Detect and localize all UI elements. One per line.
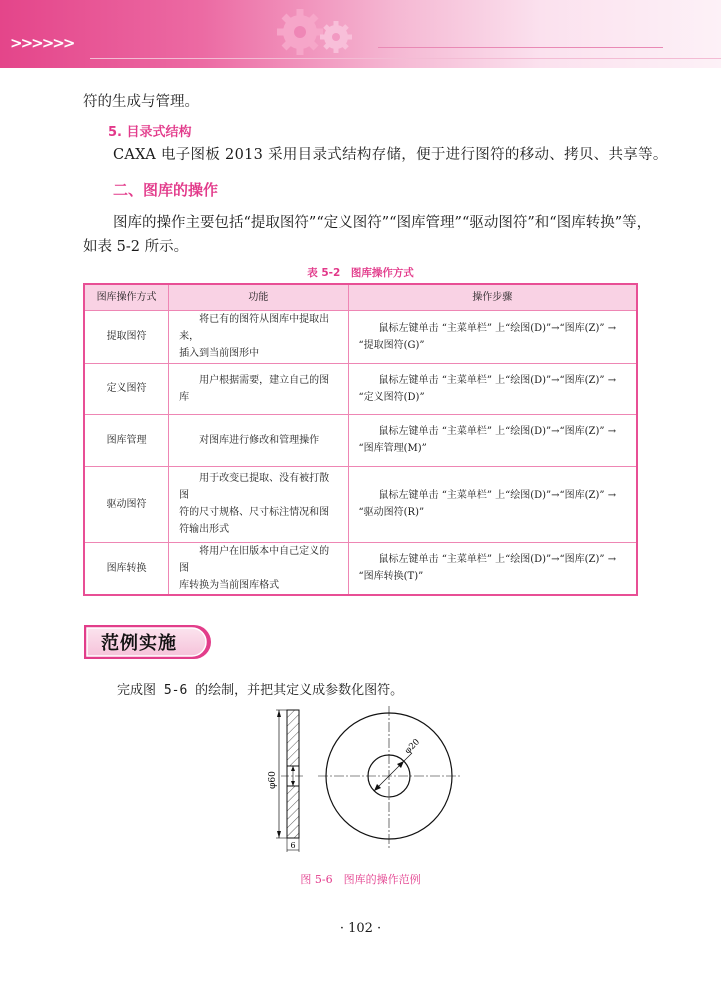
operation-function: 用户根据需要，建立自己的图库 xyxy=(169,363,348,414)
intro-line-1: 图库的操作主要包括“提取图符”“定义图符”“图库管理”“驱动图符”和“图库转换”等， xyxy=(113,215,652,231)
page-header-banner xyxy=(0,0,721,68)
column-header: 功能 xyxy=(169,284,348,310)
column-header: 图库操作方式 xyxy=(84,284,169,310)
operation-steps: 鼠标左键单击 “主菜单栏” 上“绘图(D)”→“图库(Z)” → “图库转换(T)” xyxy=(348,542,637,595)
paragraph-5: CAXA 电子图板 2013 采用目录式结构存储，便于进行图符的移动、拷贝、共享等。 xyxy=(113,147,668,163)
table-row xyxy=(84,310,637,363)
operation-function: 将用户在旧版本中自己定义的图 库转换为当前图库格式 xyxy=(169,542,348,595)
operation-function: 对图库进行修改和管理操作 xyxy=(169,414,348,466)
table-row xyxy=(84,363,637,414)
operation-name: 定义图符 xyxy=(84,363,169,414)
operation-steps: 鼠标左键单击 “主菜单栏” 上“绘图(D)”→“图库(Z)” → “图库管理(M)” xyxy=(348,414,637,466)
dim-thickness-label: 6 xyxy=(290,841,296,850)
front-view xyxy=(318,706,460,848)
operation-steps: 鼠标左键单击 “主菜单栏” 上“绘图(D)”→“图库(Z)” → “驱动图符(R)” xyxy=(348,466,637,542)
table-caption: 表 5-2 图库操作方式 xyxy=(307,267,414,279)
dim-inner-label: φ20 xyxy=(403,737,422,757)
operation-function: 用于改变已提取、没有被打散图 符的尺寸规格、尺寸标注情况和图 符输出形式 xyxy=(169,466,348,542)
operation-name: 驱动图符 xyxy=(84,466,169,542)
header-rule xyxy=(90,58,721,59)
table-header-row xyxy=(84,284,637,310)
intro-line-2: 如表 5-2 所示。 xyxy=(83,239,189,255)
operation-steps: 鼠标左键单击 “主菜单栏” 上“绘图(D)”→“图库(Z)” → “定义图符(D)” xyxy=(348,363,637,414)
operations-table xyxy=(83,283,638,596)
section-badge-title: 范例实施 xyxy=(101,633,177,654)
chevron-arrows: >>>>>> xyxy=(10,34,74,52)
operation-steps: 鼠标左键单击 “主菜单栏” 上“绘图(D)”→“图库(Z)” → “提取图符(G)” xyxy=(348,310,637,363)
task-instruction: 完成图 5-6 的绘制，并把其定义成参数化图符。 xyxy=(117,683,404,698)
table-row xyxy=(84,542,637,595)
section-view xyxy=(276,710,305,852)
operation-name: 图库转换 xyxy=(84,542,169,595)
operation-name: 提取图符 xyxy=(84,310,169,363)
operation-name: 图库管理 xyxy=(84,414,169,466)
table-row xyxy=(84,466,637,542)
operation-function: 将已有的图符从图库中提取出来， 插入到当前图形中 xyxy=(169,310,348,363)
figure-caption: 图 5-6 图库的操作范例 xyxy=(300,873,421,886)
subheading-5: 5. 目录式结构 xyxy=(108,125,192,140)
section-title: 二、图库的操作 xyxy=(113,181,219,199)
header-rule xyxy=(378,47,663,48)
page-number: · 102 · xyxy=(339,921,382,936)
washer-drawing xyxy=(262,700,472,860)
column-header: 操作步骤 xyxy=(348,284,637,310)
paragraph-continuation: 符的生成与管理。 xyxy=(83,94,199,110)
gear-icon xyxy=(268,4,364,62)
table-row xyxy=(84,414,637,466)
dim-outer-label: φ60 xyxy=(268,771,278,789)
